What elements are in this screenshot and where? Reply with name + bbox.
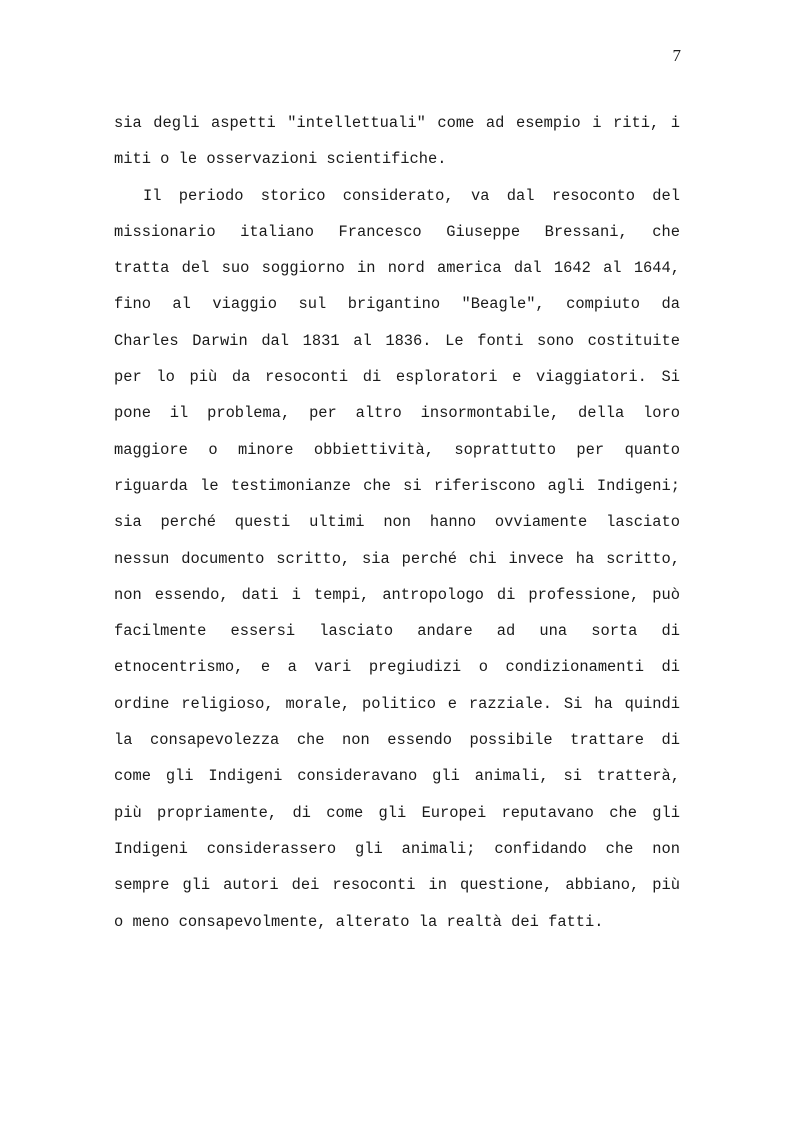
text-line: per lo più da resoconti di esploratori e viaggiatori. Si [114, 368, 680, 387]
paragraph-2 [114, 183, 680, 945]
text-line: ordine religioso, morale, politico e razziale. Si ha quindi [114, 694, 680, 713]
text-line: Il periodo storico considerato, va dal resoconto del [143, 186, 680, 205]
text-line: sempre gli autori dei resoconti in questione, abbiano, più [114, 876, 680, 895]
text-line: tratta del suo soggiorno in nord america dal 1642 al 1644, [114, 259, 680, 278]
text-line: riguarda le testimonianze che si riferiscono agli Indigeni; [114, 476, 680, 495]
text-line: maggiore o minore obbiettività, soprattutto per quanto [114, 440, 680, 459]
body-text [114, 110, 680, 945]
text-line: missionario italiano Francesco Giuseppe Bressani, che [114, 222, 680, 241]
text-line: Indigeni considerassero gli animali; confidando che non [114, 839, 680, 858]
text-line: più propriamente, di come gli Europei reputavano che gli [114, 803, 680, 822]
text-line: sia perché questi ultimi non hanno ovviamente lasciato [114, 513, 680, 532]
page-number: 7 [672, 46, 681, 65]
text-line: sia degli aspetti "intellettuali" come ad esempio i riti, i [114, 114, 680, 132]
text-line: come gli Indigeni consideravano gli animali, si tratterà, [114, 767, 680, 786]
text-line: fino al viaggio sul brigantino "Beagle", compiuto da [114, 295, 680, 314]
text-line: pone il problema, per altro insormontabile, della loro [114, 404, 680, 423]
text-line: miti o le osservazioni scientifiche. [114, 150, 447, 169]
text-line: non essendo, dati i tempi, antropologo di professione, può [114, 585, 680, 604]
text-line: nessun documento scritto, sia perché chi invece ha scritto, [114, 549, 680, 568]
text-line: la consapevolezza che non essendo possibile trattare di [114, 731, 680, 750]
text-line: facilmente essersi lasciato andare ad una sorta di [114, 622, 680, 641]
paragraph-1 [114, 110, 680, 183]
text-line: Charles Darwin dal 1831 al 1836. Le fonti sono costituite [114, 331, 680, 350]
text-line: etnocentrismo, e a vari pregiudizi o condizionamenti di [114, 658, 680, 677]
text-line: o meno consapevolmente, alterato la realtà dei fatti. [114, 912, 604, 931]
